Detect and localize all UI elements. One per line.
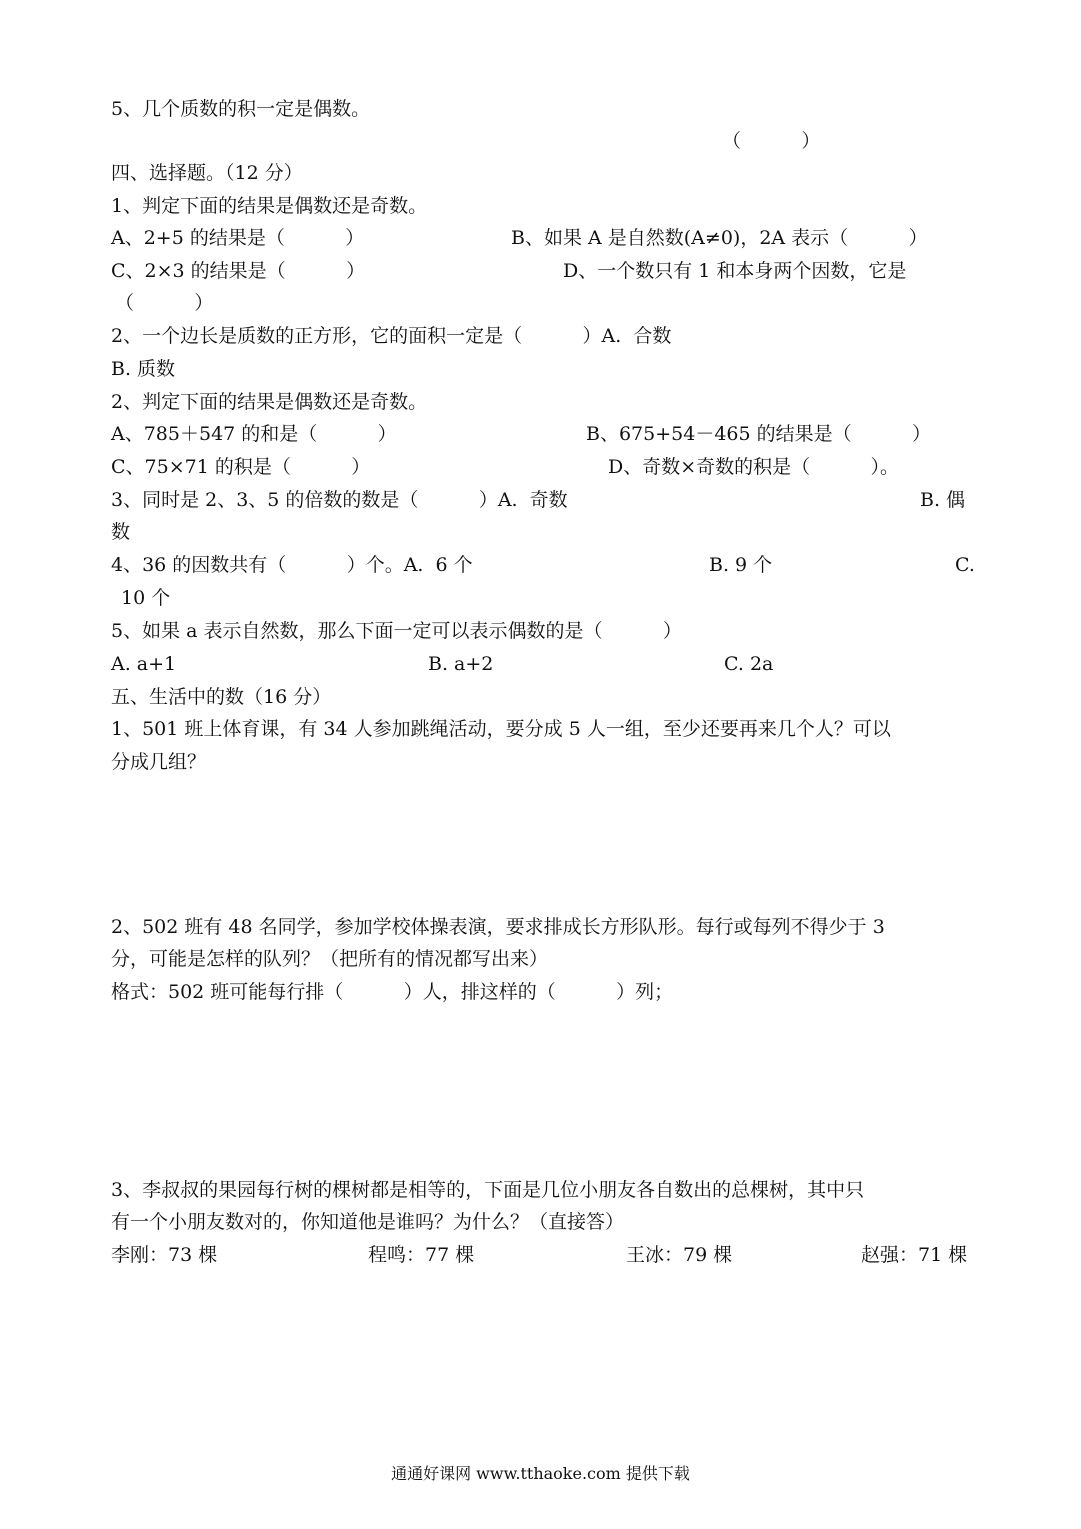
word-problem-1-line-1: 1、501 班上体育课，有 34 人参加跳绳活动，要分成 5 人一组，至少还要再来几个人？可以	[111, 718, 891, 740]
section-4-title: 四、选择题。（12 分）	[111, 162, 303, 184]
choice-q5-option-c: C. 2a	[724, 653, 774, 675]
choice-q2a-option-b: B. 质数	[111, 358, 176, 380]
choice-q5-option-b: B. a+2	[428, 653, 494, 675]
choice-q3-wrap: 数	[111, 521, 131, 543]
choice-q2b-b: B、675+54－465 的结果是（ ）	[586, 423, 932, 445]
choice-q1-stem: 1、判定下面的结果是偶数还是奇数。	[111, 195, 428, 217]
word-problem-2-format: 格式：502 班可能每行排（ ）人，排这样的（ ）列；	[111, 981, 674, 1003]
choice-q3-option-b: B. 偶	[920, 489, 966, 511]
word-problem-3-line-2: 有一个小朋友数对的，你知道他是谁吗？为什么？（直接答）	[111, 1211, 625, 1233]
answer-option-li-gang: 李刚：73 棵	[111, 1244, 218, 1266]
choice-q1-a: A、2+5 的结果是（ ）	[111, 227, 365, 249]
choice-q4-stem: 4、36 的因数共有（ ）个。A. 6 个	[111, 554, 473, 576]
choice-q1-d-blank: （ ）	[115, 292, 214, 314]
answer-option-wang-bing: 王冰：79 棵	[626, 1244, 733, 1266]
choice-q2b-c: C、75×71 的积是（ ）	[111, 456, 371, 478]
choice-q2b-d: D、奇数×奇数的积是（ ）。	[608, 456, 900, 478]
choice-q1-c: C、2×3 的结果是（ ）	[111, 260, 366, 282]
choice-q2a-stem: 2、一个边长是质数的正方形，它的面积一定是（ ）A. 合数	[111, 325, 672, 347]
true-false-q5-blank: （ ）	[722, 130, 821, 152]
word-problem-2-line-2: 分，可能是怎样的队列？（把所有的情况都写出来）	[111, 948, 549, 970]
word-problem-3-line-1: 3、李叔叔的果园每行树的棵树都是相等的，下面是几位小朋友各自数出的总棵树，其中只	[111, 1179, 865, 1201]
choice-q5-stem: 5、如果 a 表示自然数，那么下面一定可以表示偶数的是（ ）	[111, 620, 682, 642]
choice-q4-option-c: C.	[955, 554, 975, 576]
answer-option-cheng-ming: 程鸣：77 棵	[368, 1244, 475, 1266]
word-problem-1-line-2: 分成几组？	[111, 751, 207, 773]
choice-q2b-a: A、785＋547 的和是（ ）	[111, 423, 397, 445]
choice-q4-wrap: 10 个	[121, 587, 171, 609]
choice-q3-stem: 3、同时是 2、3、5 的倍数的数是（ ）A. 奇数	[111, 489, 568, 511]
page-footer: 通通好课网 www.tthaoke.com 提供下载	[391, 1464, 690, 1483]
section-5-title: 五、生活中的数（16 分）	[111, 686, 332, 708]
true-false-q5: 5、几个质数的积一定是偶数。	[111, 98, 371, 120]
word-problem-2-line-1: 2、502 班有 48 名同学，参加学校体操表演，要求排成长方形队形。每行或每列不得少于 3	[111, 916, 885, 938]
choice-q2b-stem: 2、判定下面的结果是偶数还是奇数。	[111, 391, 428, 413]
answer-option-zhao-qiang: 赵强：71 棵	[861, 1244, 968, 1266]
choice-q4-option-b: B. 9 个	[709, 554, 773, 576]
choice-q5-option-a: A. a+1	[111, 653, 177, 675]
choice-q1-b: B、如果 A 是自然数(A≠0)，2A 表示（ ）	[511, 227, 928, 249]
choice-q1-d: D、一个数只有 1 和本身两个因数，它是	[563, 260, 907, 282]
